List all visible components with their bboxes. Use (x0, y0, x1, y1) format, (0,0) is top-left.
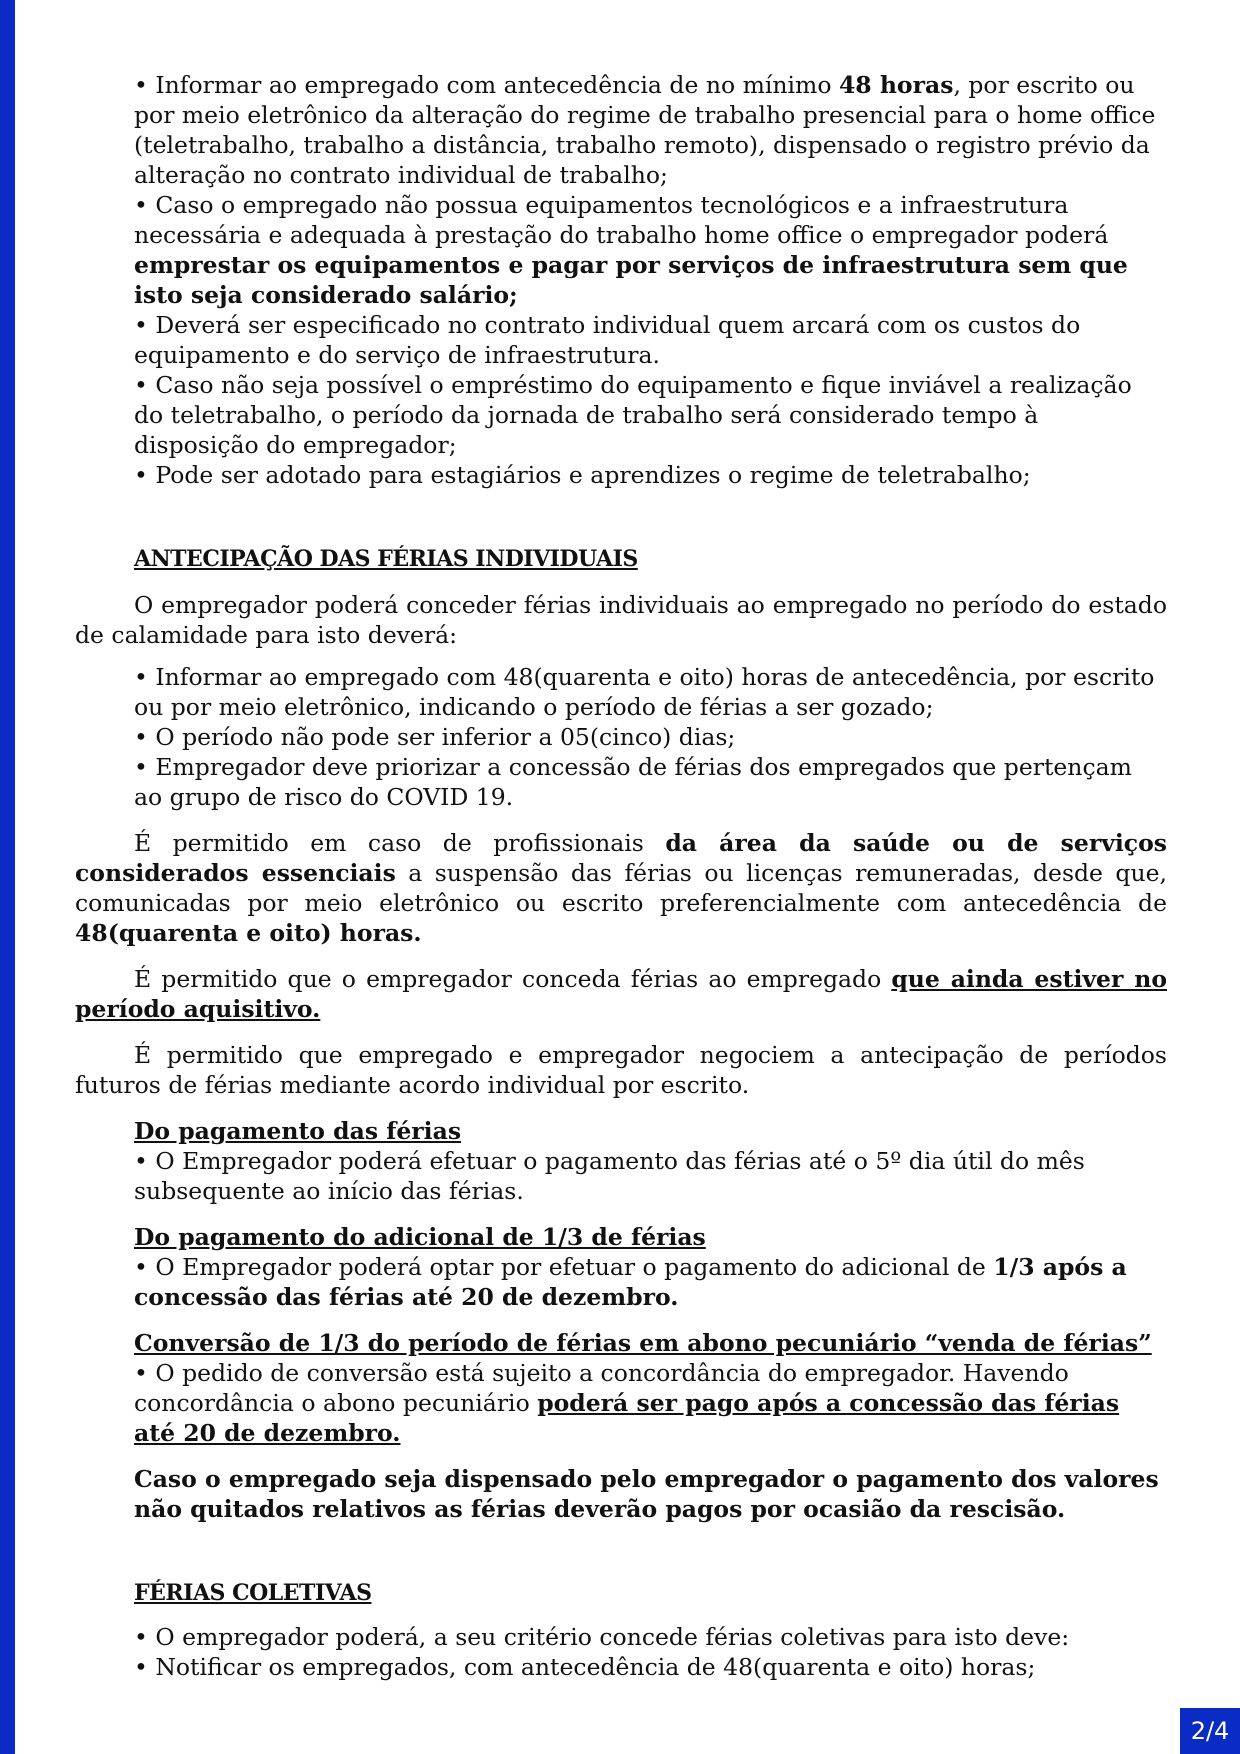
list-item: • O Empregador poderá efetuar o pagamento das férias até o 5º dia útil do mês subsequente ao início das férias. (134, 1147, 1085, 1205)
list-item: • Caso não seja possível o empréstimo do equipamento e fique inviável a realização do teletrabalho, o período da jornada de trabalho será considerado tempo à disposição do empregador; (134, 371, 1132, 459)
suspensao-paragraph: É permitido em caso de profissionais da área da saúde ou de serviços considerados essenciais a suspensão das férias ou licenças remuneradas, desde que, comunicadas por meio eletrônico ou escrito preferencialmente com antecedência de 48(quarenta e oito) horas. (75, 829, 1168, 947)
section-heading-ferias-individuais: ANTECIPAÇÃO DAS FÉRIAS INDIVIDUAIS (134, 546, 638, 572)
conversao-ferias-title: Conversão de 1/3 do período de férias em abono pecuniário “venda de férias” (134, 1329, 1152, 1357)
page-number-badge: 2/4 (1180, 1708, 1240, 1754)
ferias-individuais-list (75, 662, 1167, 812)
adicional-ferias-block (75, 1222, 1167, 1312)
left-accent-bar (0, 0, 15, 1754)
list-item: • Informar ao empregado com 48(quarenta e oito) horas de antecedência, por escrito ou por meio eletrônico, indicando o período de férias a ser gozado; (134, 663, 1155, 721)
periodo-aquisitivo-paragraph: É permitido que o empregador conceda férias ao empregado que ainda estiver no período aquisitivo. (75, 965, 1167, 1023)
list-item: • O Empregador poderá optar por efetuar o pagamento do adicional de 1/3 após a concessão das férias até 20 de dezembro. (134, 1253, 1127, 1311)
document-body (75, 70, 1167, 1682)
adicional-ferias-title: Do pagamento do adicional de 1/3 de férias (134, 1223, 706, 1251)
list-item: • O pedido de conversão está sujeito a concordância do empregador. Havendo concordância o abono pecuniário poderá ser pago após a concessão das férias até 20 de dezembro. (134, 1359, 1120, 1447)
list-item: • Empregador deve priorizar a concessão de férias dos empregados que pertençam ao grupo de risco do COVID 19. (134, 753, 1132, 811)
list-item: • O empregador poderá, a seu critério concede férias coletivas para isto deve: (134, 1623, 1070, 1651)
pagamento-ferias-title: Do pagamento das férias (134, 1117, 462, 1145)
teletrabalho-list (75, 70, 1167, 490)
rescisao-paragraph: Caso o empregado seja dispensado pelo empregador o pagamento dos valores não quitados relativos as férias deverão pagos por ocasião da rescisão. (134, 1465, 1159, 1523)
list-item: • Pode ser adotado para estagiários e aprendizes o regime de teletrabalho; (134, 461, 1031, 489)
conversao-ferias-block (75, 1328, 1167, 1448)
list-item: • O período não pode ser inferior a 05(cinco) dias; (134, 723, 736, 751)
antecipacao-paragraph: É permitido que empregado e empregador negociem a antecipação de períodos futuros de férias mediante acordo individual por escrito. (75, 1041, 1167, 1099)
list-item: • Caso o empregado não possua equipamentos tecnológicos e a infraestrutura necessária e adequada à prestação do trabalho home office o empregador poderá emprestar os equipamentos e pagar por serviços de infraestrutura sem que isto seja considerado salário; (134, 191, 1128, 309)
section-heading-ferias-coletivas: FÉRIAS COLETIVAS (134, 1580, 372, 1606)
list-item: • Deverá ser especificado no contrato individual quem arcará com os custos do equipamento e do serviço de infraestrutura. (134, 311, 1081, 369)
list-item: • Informar ao empregado com antecedência de no mínimo 48 horas, por escrito ou por meio eletrônico da alteração do regime de trabalho presencial para o home office (teletrabalho, trabalho a distância, trabalho remoto), dispensado o registro prévio da alteração no contrato individual de trabalho; (134, 71, 1156, 189)
ferias-intro-paragraph: O empregador poderá conceder férias individuais ao empregado no período do estado de calamidade para isto deverá: (75, 591, 1167, 649)
pagamento-ferias-block (75, 1116, 1167, 1206)
list-item: • Notificar os empregados, com antecedência de 48(quarenta e oito) horas; (134, 1653, 1036, 1681)
ferias-coletivas-list (75, 1622, 1167, 1682)
